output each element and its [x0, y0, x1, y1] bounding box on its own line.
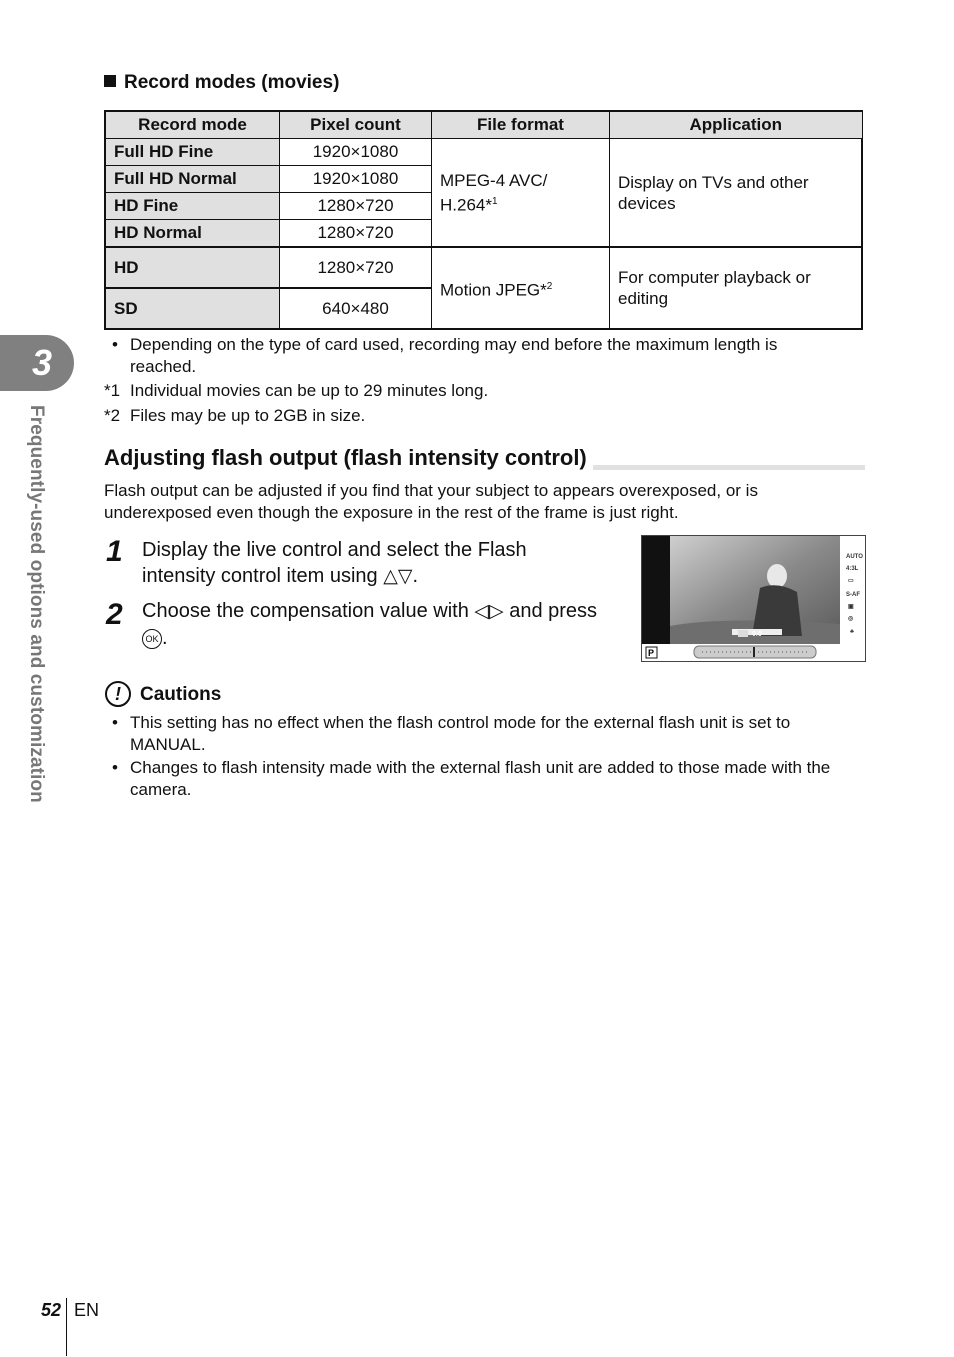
col-application: Application: [610, 111, 863, 139]
step-2-number: 2: [106, 598, 123, 631]
up-down-arrows-icon: △▽: [383, 566, 413, 587]
application-cell-pc: For computer playback or editing: [610, 247, 863, 329]
flash-section-heading: Adjusting flash output (flash intensity control): [104, 445, 593, 471]
page-number: 52: [41, 1300, 62, 1320]
footer-divider: [66, 1298, 67, 1356]
flash-intro: Flash output can be adjusted if you find that your subject to appears overexposed, or is underexposed even though the exposure in the rest of the frame is just right.: [104, 481, 758, 522]
application-cell-tv: Display on TVs and other devices: [610, 139, 863, 248]
step-2-text: Choose the compensation value with ◁▷ and press OK .: [142, 600, 598, 649]
mode-indicator: P: [648, 648, 655, 658]
svg-text:4:3L: 4:3L: [846, 566, 859, 572]
svg-text:S-AF: S-AF: [846, 592, 860, 598]
mode-cell: SD: [105, 288, 280, 329]
table-row: [105, 139, 862, 166]
svg-text:▭: ▭: [848, 578, 854, 584]
svg-text:▣: ▣: [848, 604, 854, 610]
caution-item: • Changes to flash intensity made with the external flash unit are added to those made with the camera.: [112, 758, 831, 799]
record-modes-heading: Record modes (movies): [104, 72, 339, 94]
note-card-length: • Depending on the type of card used, recording may end before the maximum length is reached.: [112, 335, 778, 376]
mode-cell: Full HD Fine: [105, 139, 280, 166]
left-right-arrows-icon: ◁▷: [474, 601, 504, 622]
mode-cell: HD Normal: [105, 220, 280, 248]
language-label: EN: [74, 1300, 100, 1320]
svg-text:◎: ◎: [848, 616, 854, 622]
record-modes-table: [104, 110, 863, 330]
flash-icon: [738, 630, 748, 637]
pixel-cell: 1280×720: [280, 193, 432, 220]
note-1: *1 Individual movies can be up to 29 minutes long.: [104, 381, 489, 400]
caution-icon: !: [105, 681, 131, 707]
pixel-cell: 1280×720: [280, 247, 432, 288]
format-cell-mjpeg: Motion JPEG*$^2$: [432, 247, 610, 329]
live-control-screen: [642, 536, 865, 661]
chapter-title: Frequently-used options and customization: [26, 405, 47, 803]
step-1-number: 1: [106, 535, 123, 568]
pixel-cell: 640×480: [280, 288, 432, 329]
svg-text:♣: ♣: [850, 629, 854, 635]
cautions-heading: Cautions: [140, 684, 222, 705]
square-bullet-icon: [104, 75, 116, 87]
format-cell-mpeg4: MPEG-4 AVC/ H.264*$^1$: [432, 139, 610, 248]
pixel-cell: 1920×1080: [280, 166, 432, 193]
svg-text:AUTO: AUTO: [846, 554, 863, 560]
ok-button-icon: OK: [142, 629, 162, 649]
table-row: [105, 247, 862, 288]
compensation-value: 0.0: [752, 631, 762, 638]
note-2: *2 Files may be up to 2GB in size.: [104, 406, 366, 425]
step-1-text: Display the live control and select the Flash intensity control item using △▽.: [142, 539, 527, 587]
mode-cell: HD Fine: [105, 193, 280, 220]
pixel-cell: 1920×1080: [280, 139, 432, 166]
mode-cell: HD: [105, 247, 280, 288]
caution-item: • This setting has no effect when the flash control mode for the external flash unit is set to MANUAL.: [112, 713, 791, 754]
camera-screen-illustration: [641, 535, 866, 662]
chapter-number: 3: [31, 342, 53, 383]
pixel-cell: 1280×720: [280, 220, 432, 248]
col-file-format: File format: [432, 111, 610, 139]
col-record-mode: Record mode: [105, 111, 280, 139]
mode-cell: Full HD Normal: [105, 166, 280, 193]
col-pixel-count: Pixel count: [280, 111, 432, 139]
